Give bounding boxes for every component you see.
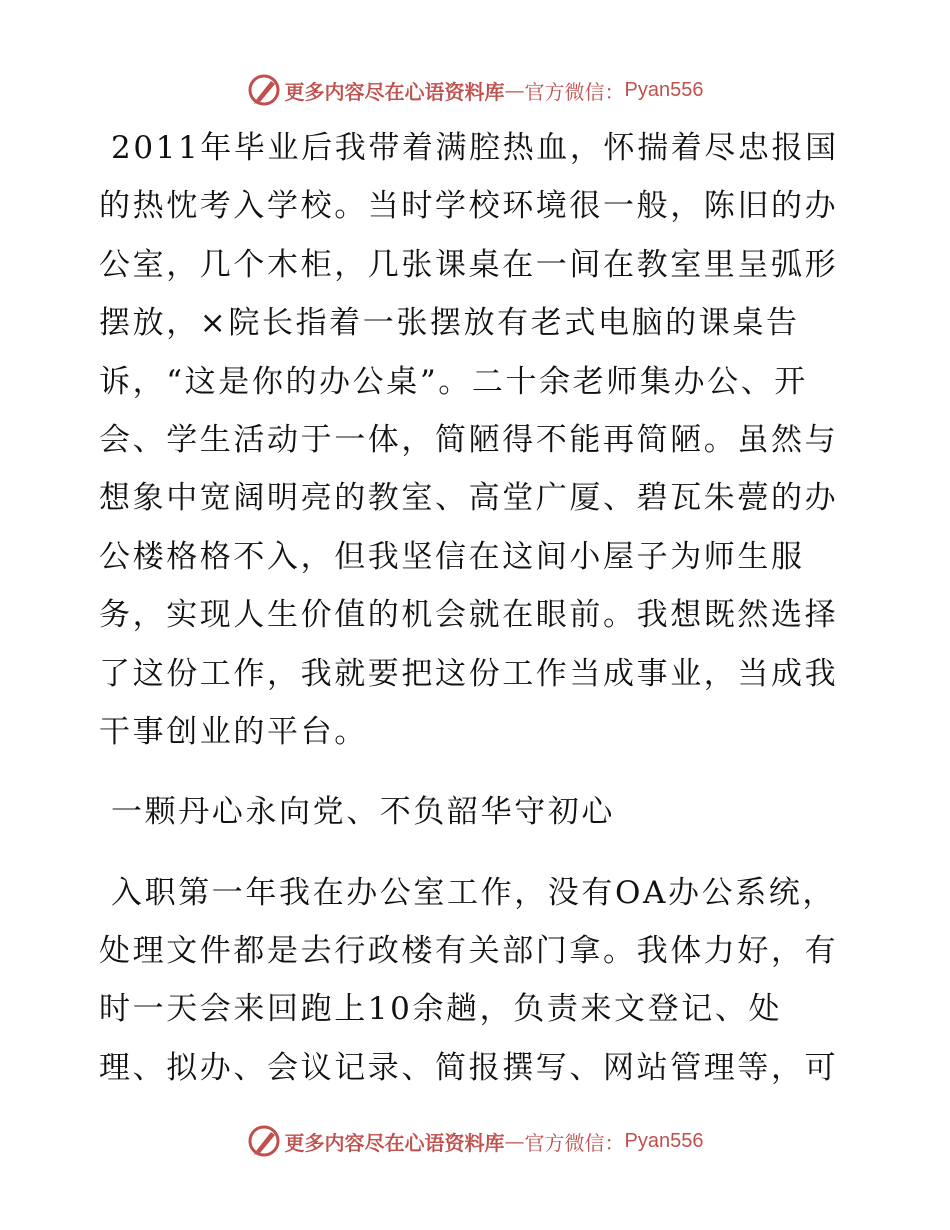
text-line: 了这份工作，我就要把这份工作当成事业，当成我 — [99, 655, 839, 692]
watermark-dash: — — [504, 78, 525, 102]
watermark-account: Pyan556 — [624, 78, 704, 101]
watermark-main-text: 更多内容尽在心语资料库 — [284, 1130, 505, 1155]
text-line: 入职第一年我在办公室工作，没有OA办公系统， — [111, 874, 836, 911]
pen-logo-icon — [247, 73, 281, 107]
section-heading: 一颗丹心永向党、不负韶华守初心 — [111, 794, 615, 831]
text-line: 摆放，×院长指着一张摆放有老式电脑的课桌告 — [99, 305, 800, 342]
paragraph-1 — [99, 119, 859, 761]
text-line: 公楼格格不入，但我坚信在这间小屋子为师生服 — [99, 538, 805, 575]
watermark-main-text: 更多内容尽在心语资料库 — [284, 79, 505, 104]
watermark-sub-text: 官方微信： — [524, 79, 625, 104]
text-line: 想象中宽阔明亮的教室、高堂广厦、碧瓦朱甍的办 — [99, 480, 839, 517]
watermark-header — [0, 70, 950, 110]
text-line: 务，实现人生价值的机会就在眼前。我想既然选择 — [99, 597, 839, 634]
watermark-account: Pyan556 — [624, 1129, 704, 1152]
document-body — [99, 119, 859, 1097]
paragraph-2 — [99, 864, 859, 1098]
text-line: 2011年毕业后我带着满腔热血，怀揣着尽忠报国 — [111, 130, 839, 166]
text-line: 干事创业的平台。 — [99, 713, 368, 750]
pen-logo-icon — [247, 1124, 281, 1158]
text-line: 公室，几个木柜，几张课桌在一间在教室里呈弧形 — [99, 246, 839, 283]
watermark-sub-text: 官方微信： — [524, 1130, 625, 1155]
watermark-footer — [0, 1121, 950, 1161]
watermark-dash: — — [504, 1129, 525, 1153]
text-line: 的热忱考入学校。当时学校环境很一般，陈旧的办 — [99, 188, 839, 225]
text-line: 时一天会来回跑上10余趟，负责来文登记、处 — [99, 991, 783, 1028]
text-line: 理、拟办、会议记录、简报撰写、网站管理等，可 — [99, 1049, 839, 1086]
text-line: 会、学生活动于一体，简陋得不能再简陋。虽然与 — [99, 421, 839, 458]
text-line: 诉，“这是你的办公桌”。二十余老师集办公、开 — [99, 363, 808, 400]
text-line: 处理文件都是去行政楼有关部门拿。我体力好，有 — [99, 933, 839, 970]
